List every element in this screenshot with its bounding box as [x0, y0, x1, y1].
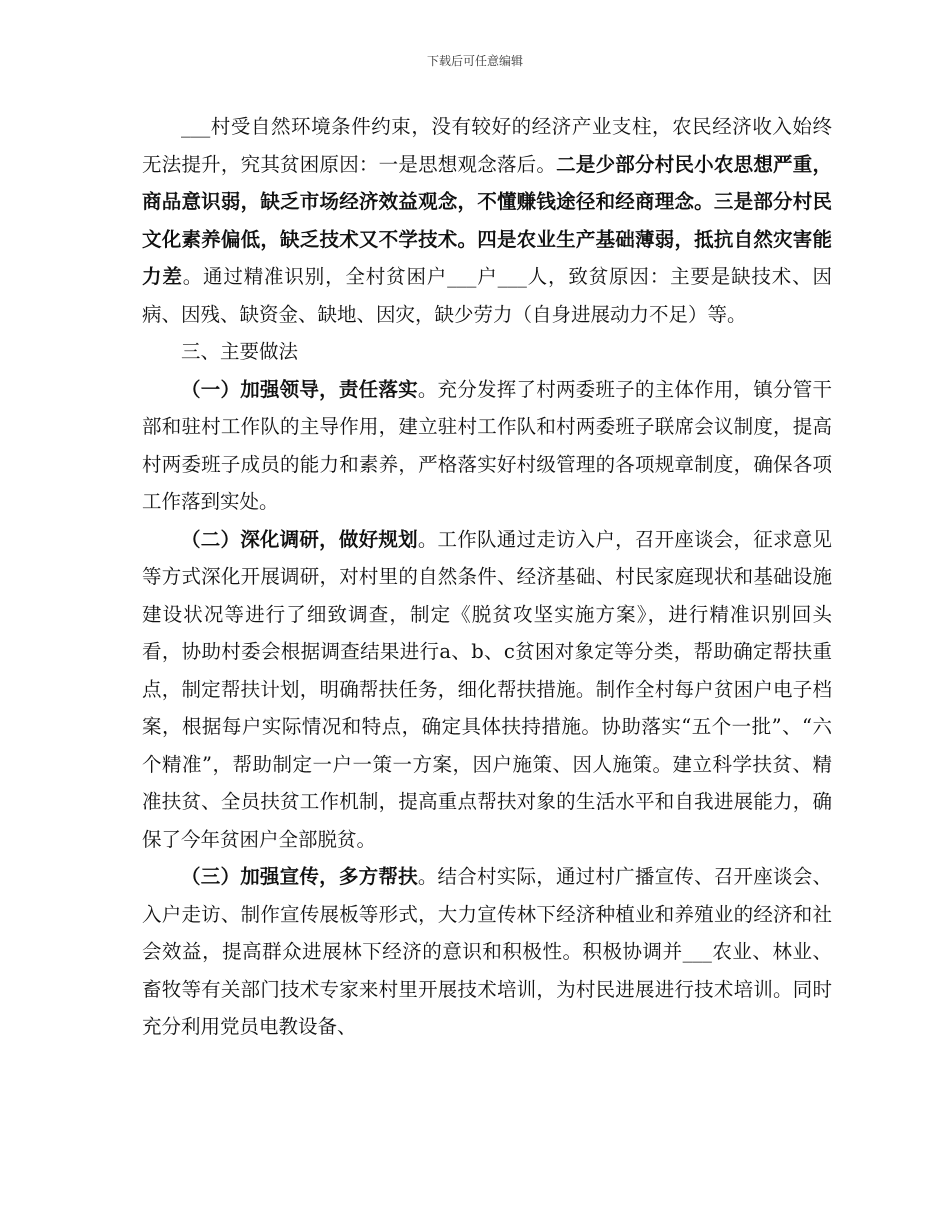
- paragraph-research: [142, 521, 832, 859]
- subsection-title: （一）加强领导，责任落实: [181, 377, 418, 401]
- section-heading-text: 三、主要做法: [181, 340, 299, 363]
- paragraph-text: 。结合村实际，通过村广播宣传、召开座谈会、入户走访、制作宣传展板等形式，大力宣传林下经济种植业和养殖业的经济和社会效益，提高群众进展林下经济的意识和积极性。积极协调并___农业、林业、畜牧等有关部门技术专家来村里开展技术培训，为村民进展进行技术培训。同时充分利用党员电教设备、: [142, 865, 832, 1038]
- subsection-title: （二）深化调研，做好规划: [181, 527, 418, 551]
- paragraph-text: 。通过精准识别，全村贫困户___户___人，致贫原因：主要是缺技术、因病、因残、缺资金、缺地、因灾，缺少劳力（自身进展动力不足）等。: [142, 265, 832, 326]
- paragraph-leadership: [142, 371, 832, 521]
- bold-text: 二是少部分村民小农思想严重，商品意识弱，缺乏市场经济效益观念，不懂赚钱途径和经商理念。三是部分村民文化素养偏低，缺乏技术又不学技术。四是农业生产基础薄弱，抵抗自然灾害能力差: [142, 152, 832, 288]
- paragraph-poverty-causes: [142, 108, 832, 333]
- page-header: 下载后可任意编辑: [426, 54, 523, 68]
- subsection-title: （三）加强宣传，多方帮扶: [181, 865, 418, 888]
- paragraph-text: 。充分发挥了村两委班子的主体作用，镇分管干部和驻村工作队的主导作用，建立驻村工作队和村两委班子联席会议制度，提高村两委班子成员的能力和素养，严格落实好村级管理的各项规章制度，确保各项工作落到实处。: [142, 377, 832, 513]
- document-body: [142, 108, 832, 1046]
- paragraph-publicity: [142, 858, 832, 1046]
- section-heading: [142, 333, 832, 371]
- paragraph-text: ___村受自然环境条件约束，没有较好的经济产业支柱，农民经济收入始终无法提升，究其贫困原因：一是思想观念落后。: [142, 115, 832, 176]
- paragraph-text: 。工作队通过走访入户，召开座谈会，征求意见等方式深化开展调研，对村里的自然条件、经济基础、村民家庭现状和基础设施建设状况等进行了细致调查，制定《脱贫攻坚实施方案》，进行精准识别回头看，协助村委会根据调查结果进行a、b、c贫困对象定等分类，帮助确定帮扶重点，制定帮扶计划，明确帮扶任务，细化帮扶措施。制作全村每户贫困户电子档案，根据每户实际情况和特点，确定具体扶持措施。协助落实“五个一批”、“六个精准”，帮助制定一户一策一方案，因户施策、因人施策。建立科学扶贫、精准扶贫、全员扶贫工作机制，提高重点帮扶对象的生活水平和自我进展能力，确保了今年贫困户全部脱贫。: [142, 527, 832, 851]
